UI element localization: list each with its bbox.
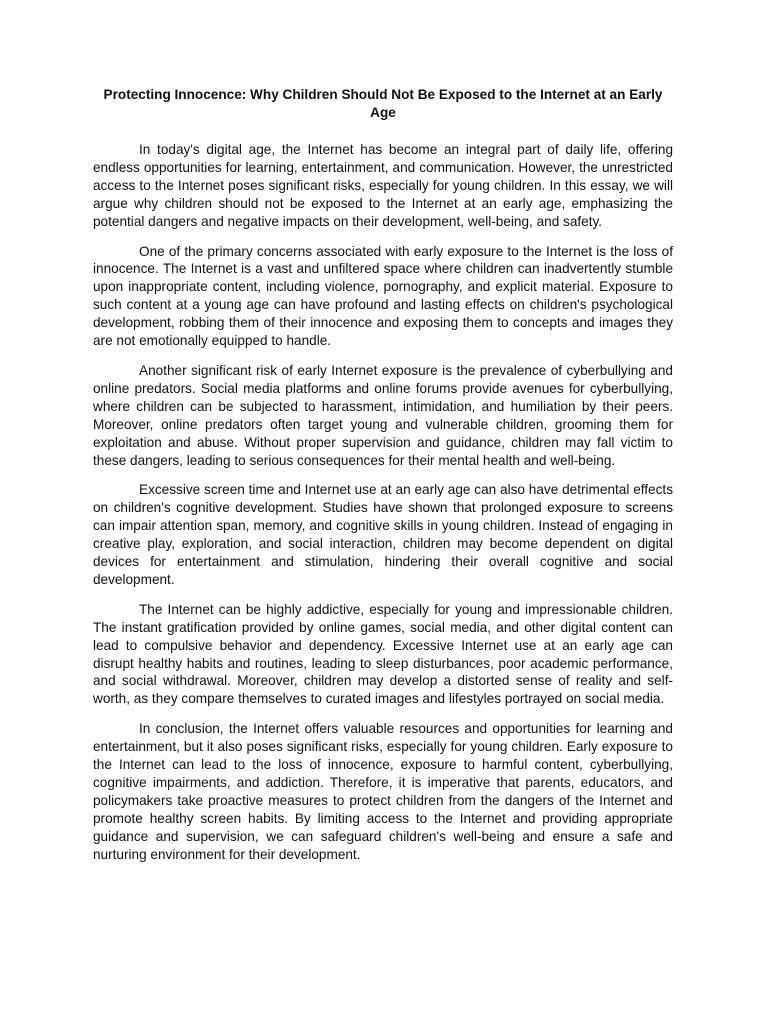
paragraph-cyberbullying: Another significant risk of early Internet exposure is the prevalence of cyberbullying and online predators. Social media platforms and online forums provide avenues for cyberbullying, where children can be subjected to harassment, intimidation, and humiliation by their peers. Moreover, online predators often target young and vulnerable children, grooming them for exploitation and abuse. Without proper supervision and guidance, children may fall victim to these dangers, leading to serious consequences for their mental health and well-being. <box>93 362 673 468</box>
paragraph-cognitive-development: Excessive screen time and Internet use at an early age can also have detrimental effects on children's cognitive development. Studies have shown that prolonged exposure to screens can impair attention span, memory, and cognitive skills in young children. Instead of engaging in creative play, exploration, and social interaction, children may become dependent on digital devices for entertainment and stimulation, hindering their overall cognitive and social development. <box>93 482 673 587</box>
paragraph-loss-of-innocence: One of the primary concerns associated with early exposure to the Internet is the loss of innocence. The Internet is a vast and unfiltered space where children can inadvertently stumble upon inappropriate content, including violence, pornography, and explicit material. Exposure to such content at a young age can have profound and lasting effects on children's psychological development, robbing them of their innocence and exposing them to concepts and images they are not emotionally equipped to handle. <box>93 243 673 349</box>
paragraph-addiction: The Internet can be highly addictive, especially for young and impressionable children. The instant gratification provided by online games, social media, and other digital content can lead to compulsive behavior and dependency. Excessive Internet use at an early age can disrupt healthy habits and routines, leading to sleep disturbances, poor academic performance, and social withdrawal. Moreover, children may develop a distorted sense of reality and self-worth, as they compare themselves to curated images and lifestyles portrayed on social media. <box>93 601 673 707</box>
paragraph-conclusion: In conclusion, the Internet offers valuable resources and opportunities for learning and entertainment, but it also poses significant risks, especially for young children. Early exposure to the Internet can lead to the loss of innocence, exposure to harmful content, cyberbullying, cognitive impairments, and addiction. Therefore, it is imperative that parents, educators, and policymakers take proactive measures to protect children from the dangers of the Internet and promote healthy screen habits. By limiting access to the Internet and providing appropriate guidance and supervision, we can safeguard children's well-being and ensure a safe and nurturing environment for their development. <box>93 721 673 862</box>
document-page <box>93 86 673 876</box>
document-title: Protecting Innocence: Why Children Should Not Be Exposed to the Internet at an Early Age <box>103 87 663 120</box>
paragraph-introduction: In today's digital age, the Internet has become an integral part of daily life, offering endless opportunities for learning, entertainment, and communication. However, the unrestricted access to the Internet poses significant risks, especially for young children. In this essay, we will argue why children should not be exposed to the Internet at an early age, emphasizing the potential dangers and negative impacts on their development, well-being, and safety. <box>93 142 673 229</box>
